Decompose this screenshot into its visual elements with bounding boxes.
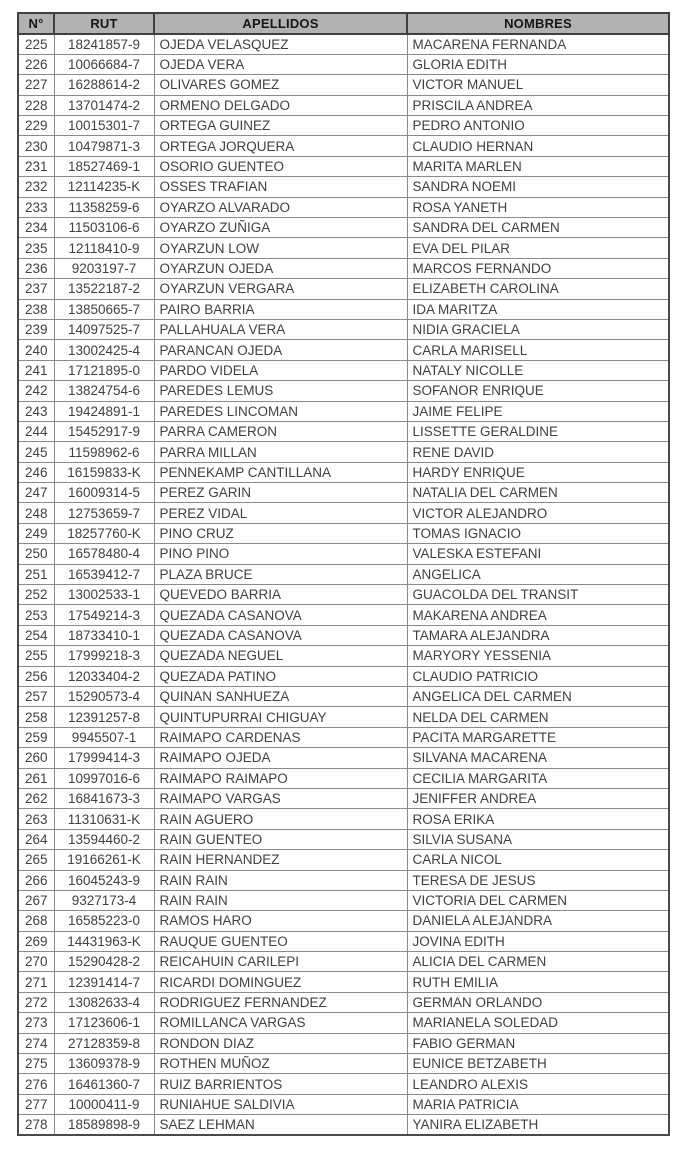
cell-n: 258 [18, 707, 54, 727]
cell-n: 278 [18, 1115, 54, 1135]
cell-rut: 15290428-2 [54, 952, 154, 972]
cell-n: 272 [18, 992, 54, 1012]
cell-apellidos: ROMILLANCA VARGAS [154, 1013, 407, 1033]
cell-nombres: CARLA MARISELL [407, 340, 669, 360]
cell-apellidos: QUEZADA NEGUEL [154, 646, 407, 666]
cell-rut: 13824754-6 [54, 381, 154, 401]
table-row [18, 503, 669, 523]
cell-rut: 15290573-4 [54, 687, 154, 707]
cell-nombres: MARCOS FERNANDO [407, 258, 669, 278]
cell-rut: 11310631-K [54, 809, 154, 829]
cell-apellidos: OYARZUN LOW [154, 238, 407, 258]
cell-nombres: CARLA NICOL [407, 850, 669, 870]
column-header-nombres: NOMBRES [407, 13, 669, 34]
cell-n: 246 [18, 462, 54, 482]
table-row [18, 544, 669, 564]
table-row [18, 850, 669, 870]
cell-n: 265 [18, 850, 54, 870]
table-row [18, 1013, 669, 1033]
cell-nombres: GLORIA EDITH [407, 54, 669, 74]
cell-nombres: VALESKA ESTEFANI [407, 544, 669, 564]
table-row [18, 911, 669, 931]
cell-n: 244 [18, 421, 54, 441]
table-row [18, 381, 669, 401]
cell-apellidos: QUEZADA CASANOVA [154, 605, 407, 625]
cell-n: 238 [18, 299, 54, 319]
column-header-apellidos: APELLIDOS [154, 13, 407, 34]
cell-nombres: PACITA MARGARETTE [407, 727, 669, 747]
cell-rut: 13082633-4 [54, 992, 154, 1012]
cell-rut: 10479871-3 [54, 136, 154, 156]
table-row [18, 462, 669, 482]
cell-n: 243 [18, 401, 54, 421]
cell-nombres: ALICIA DEL CARMEN [407, 952, 669, 972]
cell-apellidos: PAREDES LINCOMAN [154, 401, 407, 421]
table-row [18, 992, 669, 1012]
table-row [18, 666, 669, 686]
table-row [18, 1033, 669, 1053]
cell-apellidos: PAIRO BARRIA [154, 299, 407, 319]
cell-apellidos: RAIMAPO RAIMAPO [154, 768, 407, 788]
table-row [18, 952, 669, 972]
table-row [18, 360, 669, 380]
cell-apellidos: ORTEGA GUINEZ [154, 116, 407, 136]
roster-table [17, 12, 670, 1136]
cell-apellidos: OJEDA VELASQUEZ [154, 34, 407, 54]
cell-apellidos: RUIZ BARRIENTOS [154, 1074, 407, 1094]
table-row [18, 931, 669, 951]
cell-apellidos: RAIN HERNANDEZ [154, 850, 407, 870]
cell-apellidos: ORMENO DELGADO [154, 95, 407, 115]
cell-nombres: MARIA PATRICIA [407, 1094, 669, 1114]
cell-n: 274 [18, 1033, 54, 1053]
cell-apellidos: RAIMAPO OJEDA [154, 748, 407, 768]
cell-n: 237 [18, 279, 54, 299]
cell-apellidos: OLIVARES GOMEZ [154, 75, 407, 95]
cell-rut: 12033404-2 [54, 666, 154, 686]
cell-apellidos: RONDON DIAZ [154, 1033, 407, 1053]
cell-rut: 16585223-0 [54, 911, 154, 931]
cell-nombres: ELIZABETH CAROLINA [407, 279, 669, 299]
cell-n: 251 [18, 564, 54, 584]
cell-apellidos: PARDO VIDELA [154, 360, 407, 380]
cell-apellidos: QUEVEDO BARRIA [154, 585, 407, 605]
table-row [18, 319, 669, 339]
cell-nombres: RENE DAVID [407, 442, 669, 462]
cell-rut: 14097525-7 [54, 319, 154, 339]
cell-n: 235 [18, 238, 54, 258]
cell-nombres: PEDRO ANTONIO [407, 116, 669, 136]
cell-nombres: MAKARENA ANDREA [407, 605, 669, 625]
cell-rut: 16159833-K [54, 462, 154, 482]
table-row [18, 585, 669, 605]
table-header [18, 13, 669, 34]
table-row [18, 1074, 669, 1094]
table-row [18, 54, 669, 74]
cell-n: 276 [18, 1074, 54, 1094]
cell-rut: 16578480-4 [54, 544, 154, 564]
cell-n: 230 [18, 136, 54, 156]
table-row [18, 136, 669, 156]
cell-nombres: MARITA MARLEN [407, 156, 669, 176]
cell-nombres: FABIO GERMAN [407, 1033, 669, 1053]
cell-apellidos: OSORIO GUENTEO [154, 156, 407, 176]
cell-n: 227 [18, 75, 54, 95]
cell-nombres: ANGELICA DEL CARMEN [407, 687, 669, 707]
cell-nombres: TERESA DE JESUS [407, 870, 669, 890]
cell-apellidos: QUEZADA PATINO [154, 666, 407, 686]
cell-n: 232 [18, 177, 54, 197]
cell-n: 239 [18, 319, 54, 339]
cell-n: 269 [18, 931, 54, 951]
cell-rut: 18589898-9 [54, 1115, 154, 1135]
cell-nombres: YANIRA ELIZABETH [407, 1115, 669, 1135]
cell-rut: 10015301-7 [54, 116, 154, 136]
cell-n: 242 [18, 381, 54, 401]
table-row [18, 768, 669, 788]
cell-rut: 17123606-1 [54, 1013, 154, 1033]
cell-nombres: TOMAS IGNACIO [407, 523, 669, 543]
cell-apellidos: RAIN GUENTEO [154, 829, 407, 849]
cell-rut: 13002425-4 [54, 340, 154, 360]
table-row [18, 870, 669, 890]
cell-nombres: JAIME FELIPE [407, 401, 669, 421]
cell-rut: 16288614-2 [54, 75, 154, 95]
cell-nombres: SANDRA DEL CARMEN [407, 218, 669, 238]
cell-rut: 13609378-9 [54, 1054, 154, 1074]
cell-rut: 9945507-1 [54, 727, 154, 747]
cell-rut: 27128359-8 [54, 1033, 154, 1053]
cell-rut: 16461360-7 [54, 1074, 154, 1094]
table-row [18, 890, 669, 910]
cell-n: 245 [18, 442, 54, 462]
cell-n: 264 [18, 829, 54, 849]
cell-nombres: JENIFFER ANDREA [407, 788, 669, 808]
cell-apellidos: OJEDA VERA [154, 54, 407, 74]
cell-nombres: RUTH EMILIA [407, 972, 669, 992]
cell-apellidos: OYARZUN VERGARA [154, 279, 407, 299]
cell-n: 240 [18, 340, 54, 360]
cell-nombres: MARYORY YESSENIA [407, 646, 669, 666]
cell-n: 262 [18, 788, 54, 808]
cell-rut: 10997016-6 [54, 768, 154, 788]
table-row [18, 177, 669, 197]
cell-apellidos: RICARDI DOMINGUEZ [154, 972, 407, 992]
cell-nombres: MARIANELA SOLEDAD [407, 1013, 669, 1033]
cell-apellidos: RODRIGUEZ FERNANDEZ [154, 992, 407, 1012]
table-row [18, 95, 669, 115]
cell-nombres: PRISCILA ANDREA [407, 95, 669, 115]
table-row [18, 564, 669, 584]
cell-n: 267 [18, 890, 54, 910]
table-body [18, 34, 669, 1135]
cell-rut: 17121895-0 [54, 360, 154, 380]
cell-nombres: MACARENA FERNANDA [407, 34, 669, 54]
table-row [18, 809, 669, 829]
table-row [18, 401, 669, 421]
cell-apellidos: OYARZUN OJEDA [154, 258, 407, 278]
cell-n: 256 [18, 666, 54, 686]
table-row [18, 1115, 669, 1135]
cell-rut: 13002533-1 [54, 585, 154, 605]
table-row [18, 156, 669, 176]
cell-apellidos: PALLAHUALA VERA [154, 319, 407, 339]
cell-nombres: EVA DEL PILAR [407, 238, 669, 258]
cell-rut: 12391257-8 [54, 707, 154, 727]
cell-n: 255 [18, 646, 54, 666]
cell-rut: 13522187-2 [54, 279, 154, 299]
cell-rut: 12118410-9 [54, 238, 154, 258]
cell-apellidos: RUNIAHUE SALDIVIA [154, 1094, 407, 1114]
cell-nombres: LEANDRO ALEXIS [407, 1074, 669, 1094]
cell-n: 273 [18, 1013, 54, 1033]
table-row [18, 1094, 669, 1114]
cell-nombres: ROSA YANETH [407, 197, 669, 217]
cell-n: 271 [18, 972, 54, 992]
cell-rut: 9203197-7 [54, 258, 154, 278]
cell-nombres: NATALIA DEL CARMEN [407, 483, 669, 503]
cell-n: 236 [18, 258, 54, 278]
cell-nombres: CLAUDIO HERNAN [407, 136, 669, 156]
table-row [18, 605, 669, 625]
cell-apellidos: OYARZO ALVARADO [154, 197, 407, 217]
table-row [18, 646, 669, 666]
cell-rut: 19166261-K [54, 850, 154, 870]
cell-apellidos: PEREZ GARIN [154, 483, 407, 503]
table-row [18, 788, 669, 808]
cell-n: 252 [18, 585, 54, 605]
cell-n: 226 [18, 54, 54, 74]
cell-n: 260 [18, 748, 54, 768]
cell-rut: 19424891-1 [54, 401, 154, 421]
cell-n: 253 [18, 605, 54, 625]
cell-apellidos: RAUQUE GUENTEO [154, 931, 407, 951]
table-row [18, 625, 669, 645]
cell-nombres: VICTOR MANUEL [407, 75, 669, 95]
cell-nombres: IDA MARITZA [407, 299, 669, 319]
cell-apellidos: PAREDES LEMUS [154, 381, 407, 401]
table-header-row [18, 13, 669, 34]
table-row [18, 1054, 669, 1074]
table-row [18, 279, 669, 299]
cell-rut: 18733410-1 [54, 625, 154, 645]
cell-apellidos: SAEZ LEHMAN [154, 1115, 407, 1135]
cell-apellidos: QUINAN SANHUEZA [154, 687, 407, 707]
cell-nombres: VICTORIA DEL CARMEN [407, 890, 669, 910]
cell-apellidos: PENNEKAMP CANTILLANA [154, 462, 407, 482]
table-row [18, 829, 669, 849]
cell-n: 261 [18, 768, 54, 788]
cell-rut: 18241857-9 [54, 34, 154, 54]
cell-rut: 16841673-3 [54, 788, 154, 808]
cell-rut: 17549214-3 [54, 605, 154, 625]
cell-n: 259 [18, 727, 54, 747]
cell-n: 257 [18, 687, 54, 707]
cell-nombres: LISSETTE GERALDINE [407, 421, 669, 441]
cell-nombres: SILVANA MACARENA [407, 748, 669, 768]
cell-apellidos: QUINTUPURRAI CHIGUAY [154, 707, 407, 727]
cell-rut: 10066684-7 [54, 54, 154, 74]
table-row [18, 748, 669, 768]
cell-nombres: DANIELA ALEJANDRA [407, 911, 669, 931]
cell-apellidos: RAIN AGUERO [154, 809, 407, 829]
cell-n: 229 [18, 116, 54, 136]
table-row [18, 258, 669, 278]
cell-nombres: GUACOLDA DEL TRANSIT [407, 585, 669, 605]
cell-apellidos: RAIMAPO CARDENAS [154, 727, 407, 747]
table-row [18, 421, 669, 441]
column-header-rut: RUT [54, 13, 154, 34]
cell-nombres: JOVINA EDITH [407, 931, 669, 951]
column-header-numero: N° [18, 13, 54, 34]
cell-n: 234 [18, 218, 54, 238]
cell-rut: 16539412-7 [54, 564, 154, 584]
cell-nombres: NATALY NICOLLE [407, 360, 669, 380]
cell-rut: 11598962-6 [54, 442, 154, 462]
table-row [18, 197, 669, 217]
cell-n: 263 [18, 809, 54, 829]
cell-nombres: TAMARA ALEJANDRA [407, 625, 669, 645]
table-row [18, 238, 669, 258]
cell-n: 233 [18, 197, 54, 217]
cell-apellidos: OYARZO ZUÑIGA [154, 218, 407, 238]
cell-n: 268 [18, 911, 54, 931]
cell-rut: 14431963-K [54, 931, 154, 951]
cell-rut: 17999414-3 [54, 748, 154, 768]
cell-apellidos: RAIMAPO VARGAS [154, 788, 407, 808]
cell-rut: 15452917-9 [54, 421, 154, 441]
cell-nombres: GERMAN ORLANDO [407, 992, 669, 1012]
cell-n: 231 [18, 156, 54, 176]
cell-nombres: CECILIA MARGARITA [407, 768, 669, 788]
cell-rut: 18527469-1 [54, 156, 154, 176]
table-row [18, 707, 669, 727]
cell-n: 249 [18, 523, 54, 543]
cell-n: 270 [18, 952, 54, 972]
cell-apellidos: QUEZADA CASANOVA [154, 625, 407, 645]
cell-rut: 9327173-4 [54, 890, 154, 910]
table-row [18, 75, 669, 95]
cell-rut: 13850665-7 [54, 299, 154, 319]
table-row [18, 727, 669, 747]
cell-rut: 16009314-5 [54, 483, 154, 503]
table-row [18, 442, 669, 462]
cell-rut: 11358259-6 [54, 197, 154, 217]
cell-nombres: SILVIA SUSANA [407, 829, 669, 849]
cell-n: 275 [18, 1054, 54, 1074]
cell-n: 225 [18, 34, 54, 54]
cell-apellidos: RAIN RAIN [154, 870, 407, 890]
cell-n: 277 [18, 1094, 54, 1114]
cell-n: 266 [18, 870, 54, 890]
cell-n: 247 [18, 483, 54, 503]
cell-apellidos: PINO PINO [154, 544, 407, 564]
cell-apellidos: PEREZ VIDAL [154, 503, 407, 523]
cell-nombres: ANGELICA [407, 564, 669, 584]
cell-rut: 12114235-K [54, 177, 154, 197]
cell-rut: 10000411-9 [54, 1094, 154, 1114]
table-row [18, 523, 669, 543]
table-row [18, 687, 669, 707]
cell-apellidos: REICAHUIN CARILEPI [154, 952, 407, 972]
cell-rut: 12391414-7 [54, 972, 154, 992]
cell-rut: 16045243-9 [54, 870, 154, 890]
table-row [18, 34, 669, 54]
cell-nombres: SANDRA NOEMI [407, 177, 669, 197]
cell-nombres: VICTOR ALEJANDRO [407, 503, 669, 523]
cell-apellidos: ORTEGA JORQUERA [154, 136, 407, 156]
cell-nombres: NELDA DEL CARMEN [407, 707, 669, 727]
cell-rut: 13701474-2 [54, 95, 154, 115]
cell-rut: 17999218-3 [54, 646, 154, 666]
cell-nombres: ROSA ERIKA [407, 809, 669, 829]
cell-nombres: CLAUDIO PATRICIO [407, 666, 669, 686]
cell-nombres: HARDY ENRIQUE [407, 462, 669, 482]
cell-n: 228 [18, 95, 54, 115]
table-row [18, 218, 669, 238]
cell-rut: 13594460-2 [54, 829, 154, 849]
table-row [18, 116, 669, 136]
cell-apellidos: PARANCAN OJEDA [154, 340, 407, 360]
cell-apellidos: OSSES TRAFIAN [154, 177, 407, 197]
cell-rut: 11503106-6 [54, 218, 154, 238]
table-row [18, 972, 669, 992]
cell-nombres: EUNICE BETZABETH [407, 1054, 669, 1074]
cell-apellidos: ROTHEN MUÑOZ [154, 1054, 407, 1074]
cell-n: 241 [18, 360, 54, 380]
table-row [18, 299, 669, 319]
table-row [18, 340, 669, 360]
cell-nombres: SOFANOR ENRIQUE [407, 381, 669, 401]
table-row [18, 483, 669, 503]
cell-rut: 18257760-K [54, 523, 154, 543]
cell-apellidos: RAIN RAIN [154, 890, 407, 910]
cell-apellidos: RAMOS HARO [154, 911, 407, 931]
cell-n: 254 [18, 625, 54, 645]
cell-nombres: NIDIA GRACIELA [407, 319, 669, 339]
cell-apellidos: PARRA CAMERON [154, 421, 407, 441]
cell-n: 248 [18, 503, 54, 523]
cell-apellidos: PLAZA BRUCE [154, 564, 407, 584]
cell-apellidos: PINO CRUZ [154, 523, 407, 543]
cell-n: 250 [18, 544, 54, 564]
cell-rut: 12753659-7 [54, 503, 154, 523]
cell-apellidos: PARRA MILLAN [154, 442, 407, 462]
